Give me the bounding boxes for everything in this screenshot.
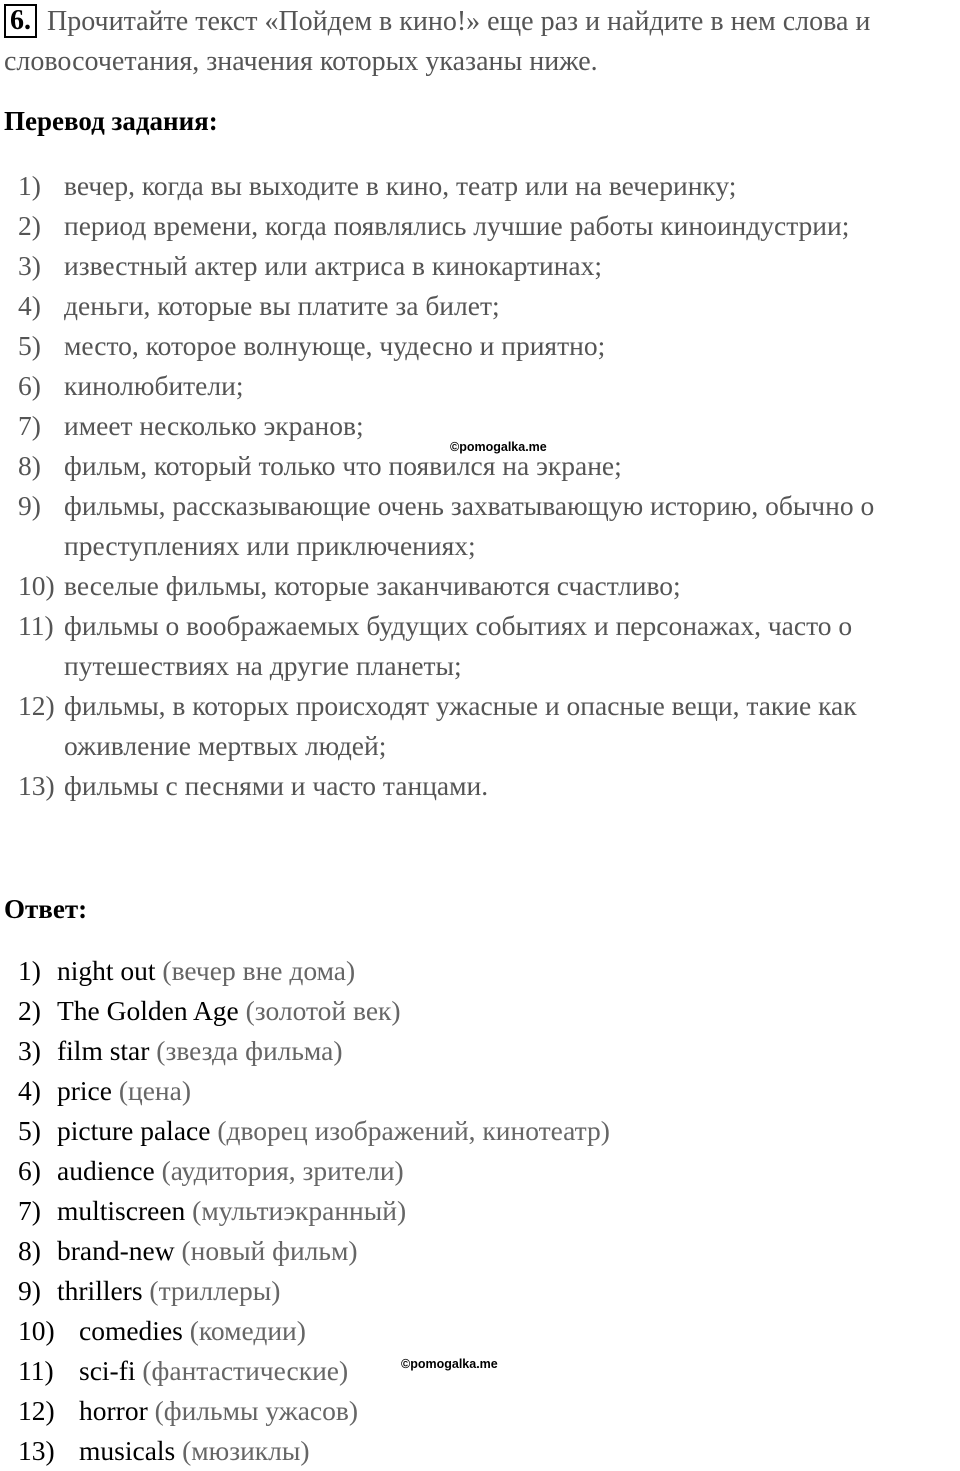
watermark: ©pomogalka.me <box>401 1357 498 1371</box>
answer-translation: (комедии) <box>182 1315 306 1346</box>
list-item <box>0 1391 960 1431</box>
answer-translation: (новый фильм) <box>174 1235 358 1266</box>
list-item <box>0 1271 960 1311</box>
answer-term: sci-fi <box>79 1355 136 1386</box>
answer-translation: (цена) <box>111 1075 192 1106</box>
list-item <box>0 1311 960 1351</box>
item-text: фильмы о воображаемых будущих событиях и персонажах, часто о путешествиях на другие планеты; <box>64 610 853 681</box>
list-item <box>0 951 960 991</box>
answer-term: audience <box>57 1155 155 1186</box>
answer-list <box>0 951 960 1471</box>
answer-term: comedies <box>79 1315 183 1346</box>
list-item <box>0 1111 960 1151</box>
answer-translation: (мультиэкранный) <box>185 1195 407 1226</box>
item-text: фильм, который только что появился на экране; <box>64 450 622 481</box>
item-number: 8) <box>18 1235 41 1266</box>
answer-term: price <box>57 1075 112 1106</box>
watermark: ©pomogalka.me <box>450 440 547 454</box>
item-number: 13) <box>18 1435 55 1466</box>
item-number: 3) <box>18 1035 41 1066</box>
item-number: 1) <box>18 955 41 986</box>
list-item <box>0 366 960 406</box>
item-text: фильмы с песнями и часто танцами. <box>64 770 489 801</box>
answer-term: night out <box>57 955 156 986</box>
list-item <box>0 486 960 566</box>
answer-term: brand-new <box>57 1235 175 1266</box>
item-text: деньги, которые вы платите за билет; <box>64 290 500 321</box>
answer-term: multiscreen <box>57 1195 186 1226</box>
item-text: период времени, когда появлялись лучшие работы киноиндустрии; <box>64 210 850 241</box>
list-item <box>0 766 960 806</box>
answer-translation: (фильмы ужасов) <box>147 1395 359 1426</box>
answer-term: musicals <box>79 1435 176 1466</box>
list-item <box>0 1431 960 1471</box>
answer-term: horror <box>79 1395 148 1426</box>
item-number: 6) <box>18 1155 41 1186</box>
item-number: 6) <box>18 370 41 401</box>
list-item <box>0 246 960 286</box>
item-number: 12) <box>18 1395 55 1426</box>
item-number: 8) <box>18 450 41 481</box>
item-number: 7) <box>18 410 41 441</box>
item-number: 4) <box>18 290 41 321</box>
item-number: 7) <box>18 1195 41 1226</box>
task-text: Прочитайте текст «Пойдем в кино!» еще раз и найдите в нем слова и словосочетания, значения которых указаны ниже. <box>4 6 871 77</box>
answer-term: The Golden Age <box>57 995 239 1026</box>
item-number: 3) <box>18 250 41 281</box>
answer-translation: (фантастические) <box>135 1355 349 1386</box>
list-item <box>0 1151 960 1191</box>
item-number: 10) <box>18 1315 55 1346</box>
answer-translation: (мюзиклы) <box>175 1435 310 1466</box>
item-number: 2) <box>18 210 41 241</box>
list-item <box>0 991 960 1031</box>
answer-translation: (триллеры) <box>142 1275 281 1306</box>
answer-translation: (дворец изображений, кинотеатр) <box>210 1115 610 1146</box>
item-number: 11) <box>18 1355 54 1386</box>
item-text: кинолюбители; <box>64 370 244 401</box>
translation-heading: Перевод задания: <box>4 106 218 136</box>
answer-term: film star <box>57 1035 150 1066</box>
answer-translation: (аудитория, зрители) <box>154 1155 404 1186</box>
list-item <box>0 166 960 206</box>
list-item <box>0 1191 960 1231</box>
task-number-box: 6. <box>4 4 37 38</box>
item-number: 11) <box>18 610 54 641</box>
list-item <box>0 1071 960 1111</box>
answer-heading: Ответ: <box>4 894 88 924</box>
item-number: 10) <box>18 570 55 601</box>
task-statement <box>4 2 954 82</box>
item-text: вечер, когда вы выходите в кино, театр или на вечеринку; <box>64 170 737 201</box>
list-item <box>0 206 960 246</box>
item-text: фильмы, рассказывающие очень захватывающую историю, обычно о преступлениях или приключениях; <box>64 490 875 561</box>
item-text: фильмы, в которых происходят ужасные и опасные вещи, такие как оживление мертвых людей; <box>64 690 857 761</box>
item-number: 12) <box>18 690 55 721</box>
item-number: 1) <box>18 170 41 201</box>
answer-translation: (золотой век) <box>238 995 401 1026</box>
answer-term: thrillers <box>57 1275 143 1306</box>
answer-translation: (звезда фильма) <box>149 1035 343 1066</box>
list-item <box>0 686 960 766</box>
list-item <box>0 326 960 366</box>
item-number: 13) <box>18 770 55 801</box>
item-number: 5) <box>18 1115 41 1146</box>
translation-list <box>0 166 960 806</box>
answer-term: picture palace <box>57 1115 211 1146</box>
list-item <box>0 566 960 606</box>
item-text: место, которое волнующе, чудесно и приятно; <box>64 330 606 361</box>
item-number: 2) <box>18 995 41 1026</box>
list-item <box>0 606 960 686</box>
item-text: веселые фильмы, которые заканчиваются счастливо; <box>64 570 681 601</box>
item-text: имеет несколько экранов; <box>64 410 364 441</box>
item-number: 5) <box>18 330 41 361</box>
item-number: 9) <box>18 490 41 521</box>
item-text: известный актер или актриса в кинокартинах; <box>64 250 603 281</box>
item-number: 4) <box>18 1075 41 1106</box>
list-item <box>0 1231 960 1271</box>
answer-translation: (вечер вне дома) <box>155 955 356 986</box>
list-item <box>0 1031 960 1071</box>
item-number: 9) <box>18 1275 41 1306</box>
list-item <box>0 286 960 326</box>
